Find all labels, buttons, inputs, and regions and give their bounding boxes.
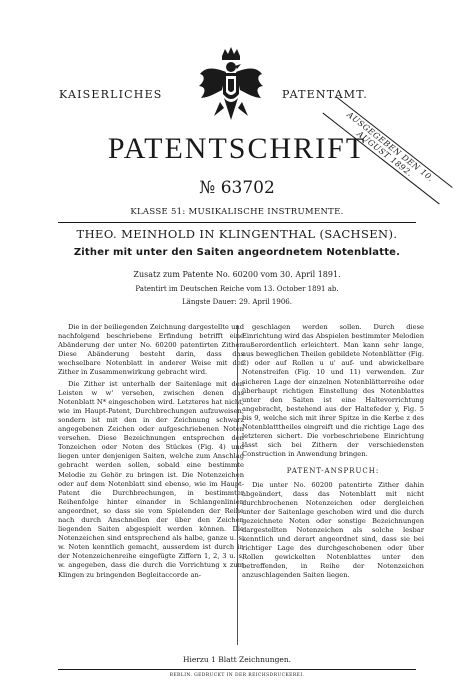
patent-class: KLASSE 51: MUSIKALISCHE INSTRUMENTE. xyxy=(130,207,344,217)
patent-number: № 63702 xyxy=(199,178,275,198)
divider xyxy=(58,222,416,223)
invention-title: Zither mit unter den Saiten angeordnetem Notenblatte. xyxy=(73,247,401,258)
divider xyxy=(58,669,416,670)
imperial-eagle-icon xyxy=(198,46,264,130)
claim-heading: PATENT-ANSPRUCH: xyxy=(286,467,380,476)
paragraph: geschlagen werden sollen. Durch diese Einrichtung wird das Abspielen bestimmter Melodien außerordentlich erleichtert. Man kann sehr lange, aus beweglichen Theilen gebildete Notenblätter (Fig. 2) oder auf Rollen u u' auf- und abwickelbare Notenstreifen (Fig. 10 und 11) verwenden. Zur sicheren Lage der einzelnen Notenblätterreihe oder überhaupt richtigen Einstellung des Notenblattes unter den Saiten ist eine Haltevorrichtung angebracht, bestehend aus der Haltefeder y, Fig. 5 bis 9, welche sich mit ihrer Spitze in die Kerbe z des Notenblatttheiles eingreift und die richtige Lage des letzteren sichert. Die vorbeschriebene Einrichtung lässt sich bei Zithern der verschiedensten Construction in Anwendung bringen. xyxy=(242,323,424,459)
issue-date-stamp: AUSGEGEBEN DEN 10. AUGUST 1892. xyxy=(322,96,452,204)
addition-note: Zusatz zum Patente No. 60200 vom 30. April 1891. xyxy=(133,270,341,279)
patent-date: Patentirt im Deutschen Reiche vom 13. October 1891 ab. xyxy=(135,285,339,293)
drawings-note: Hierzu 1 Blatt Zeichnungen. xyxy=(182,655,292,664)
column-divider xyxy=(237,325,238,645)
header-left: KAISERLICHES xyxy=(59,88,163,101)
left-column xyxy=(58,323,244,580)
claim-text: Die unter No. 60200 patentirte Zither dahin abgeändert, dass das Notenblatt mit nicht durchbrochenen Notenzeichen oder dergleichen unter der Saitenlage geschoben wird und die durch gezeichnete Noten oder sonstige Bezeichnungen dargestellten Notenzeichen als solche lesbar kenntlich und derart angeordnet sind, dass sie bei richtiger Lage des durchgeschobenen oder über Rollen gewickelten Notenblattes unter den betreffenden, in Reihe der Notenzeichen anzuschlagenden Saiten liegen. xyxy=(242,480,424,580)
header-right: PATENTAMT. xyxy=(282,88,368,101)
patent-duration: Längste Dauer: 29. April 1906. xyxy=(182,298,292,306)
inventor: THEO. MEINHOLD IN KLINGENTHAL (SACHSEN). xyxy=(76,227,398,241)
right-column xyxy=(242,323,424,581)
printer-line: BERLIN. GEDRUCKT IN DER REICHSDRUCKEREI. xyxy=(169,673,305,678)
paragraph: Die Zither ist unterhalb der Saitenlage mit den Leisten w w' versehen, zwischen denen das Notenblatt N* eingeschoben wird. Letzteres hat nicht, wie im Haupt-Patent, Durchbrechungen aufzuweisen, sondern ist mit den in der Zeichnung schwarz angegebenen Zeichen oder aufgeschriebenen Noten versehen. Diese Bezeichnungen entsprechen den Tonzeichen oder Noten des Stückes (Fig. 4) und liegen unter denjenigen Saiten, welche zum Anschlag gebracht werden sollen, sobald eine bestimmte Melodie zu Gehör zu bringen ist. Die Notenzeichen oder auf dem Notenblatt sind ebenso, wie im Haupt-Patent die Durchbrechungen, in bestimmter Reihenfolge hinter einander in Schlangenlinien angeordnet, so dass sie vom Spielenden der Reihe nach durch Anschnellen der über den Zeichen liegenden Saiten abgespielt werden können. Die Notenzeichen sind entsprechend als halbe, ganze u. s. w. Noten kenntlich gemacht, ausserdem ist durch in der Notenzeichenreihe eingefügte Ziffern 1, 2, 3 u. s. w. angegeben, dass die durch die Vorrichtung x zum Klingen zu bringenden Begleitaccorde an- xyxy=(58,379,244,579)
document-title: PATENTSCHRIFT xyxy=(107,132,367,165)
paragraph: Die in der beiliegenden Zeichnung dargestellte und nachfolgend beschriebene Erfindung betrifft eine Abänderung der unter No. 60200 patentirten Zither. Diese Abänderung besteht darin, dass das wechselbare Notenblatt in anderer Weise mit der Zither in Zusammenwirkung gebracht wird. xyxy=(58,323,244,377)
